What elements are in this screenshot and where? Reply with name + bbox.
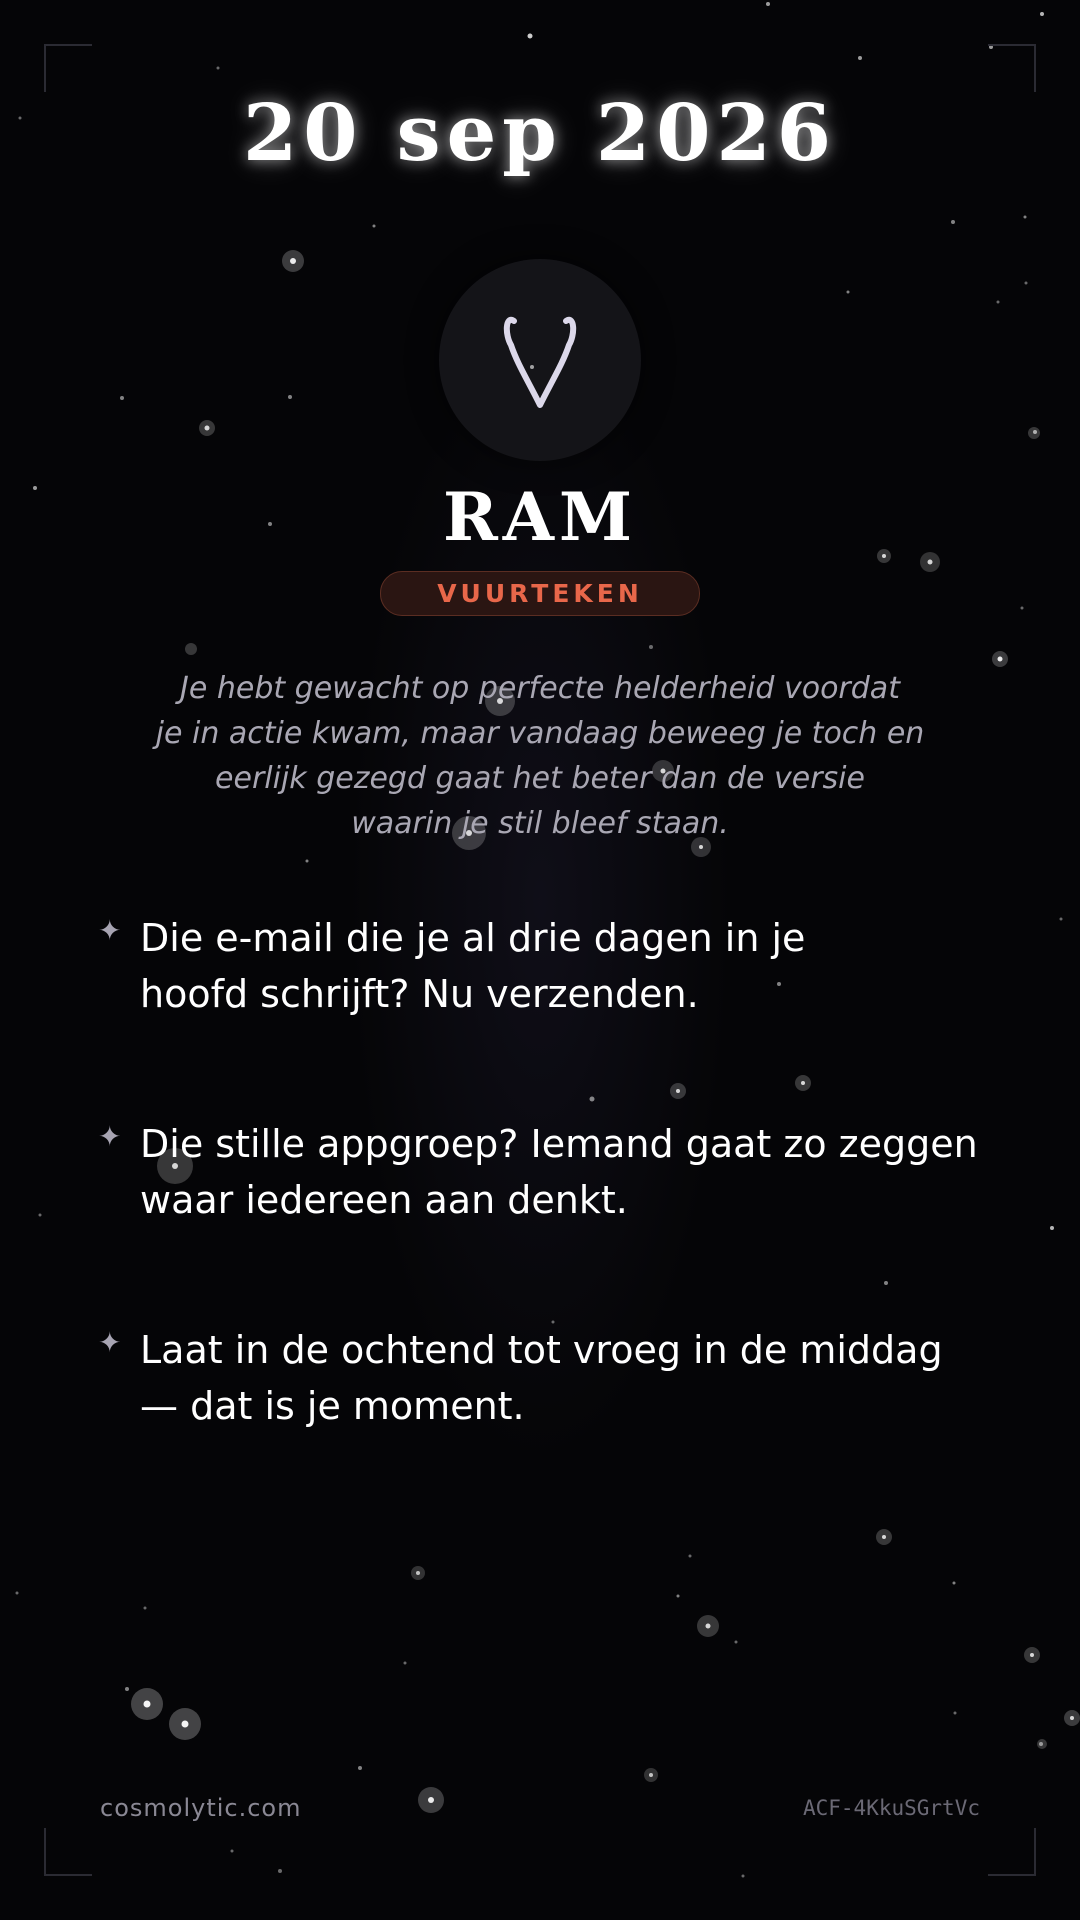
tip-line: Die e-mail die je al drie dagen in je bbox=[140, 916, 806, 960]
element-badge: VUURTEKEN bbox=[380, 571, 700, 616]
sign-name: RAM bbox=[442, 478, 638, 556]
frame-corner-top-right bbox=[988, 44, 1036, 92]
tip-line: Laat in de ochtend tot vroeg in de middag bbox=[140, 1328, 943, 1372]
tip-line: Die stille appgroep? Iemand gaat zo zeggen bbox=[140, 1122, 978, 1166]
sparkle-icon: ✦ bbox=[98, 1120, 122, 1153]
intro-line: waarin je stil bleef staan. bbox=[351, 806, 729, 841]
frame-corner-bottom-right bbox=[988, 1828, 1036, 1876]
footer-code: ACF-4KkuSGrtVc bbox=[802, 1796, 980, 1820]
intro-line: Je hebt gewacht op perfecte helderheid voordat bbox=[180, 671, 900, 706]
intro-text bbox=[120, 666, 960, 846]
frame-corner-bottom-left bbox=[44, 1828, 92, 1876]
tip-line: — dat is je moment. bbox=[140, 1384, 525, 1428]
tip-text bbox=[140, 1322, 1040, 1434]
footer-site: cosmolytic.com bbox=[100, 1794, 302, 1822]
date-heading: 20 sep 2026 bbox=[242, 88, 838, 179]
sign-emblem bbox=[439, 259, 641, 461]
aries-symbol-icon bbox=[439, 259, 641, 461]
tip-text bbox=[140, 910, 1040, 1022]
tip-line: waar iedereen aan denkt. bbox=[140, 1178, 628, 1222]
sparkle-icon: ✦ bbox=[98, 1326, 122, 1359]
tip-text bbox=[140, 1116, 1040, 1228]
tip-line: hoofd schrijft? Nu verzenden. bbox=[140, 972, 699, 1016]
frame-corner-top-left bbox=[44, 44, 92, 92]
intro-line: eerlijk gezegd gaat het beter dan de versie bbox=[215, 761, 865, 796]
intro-line: je in actie kwam, maar vandaag beweeg je toch en bbox=[155, 716, 925, 751]
sparkle-icon: ✦ bbox=[98, 914, 122, 947]
